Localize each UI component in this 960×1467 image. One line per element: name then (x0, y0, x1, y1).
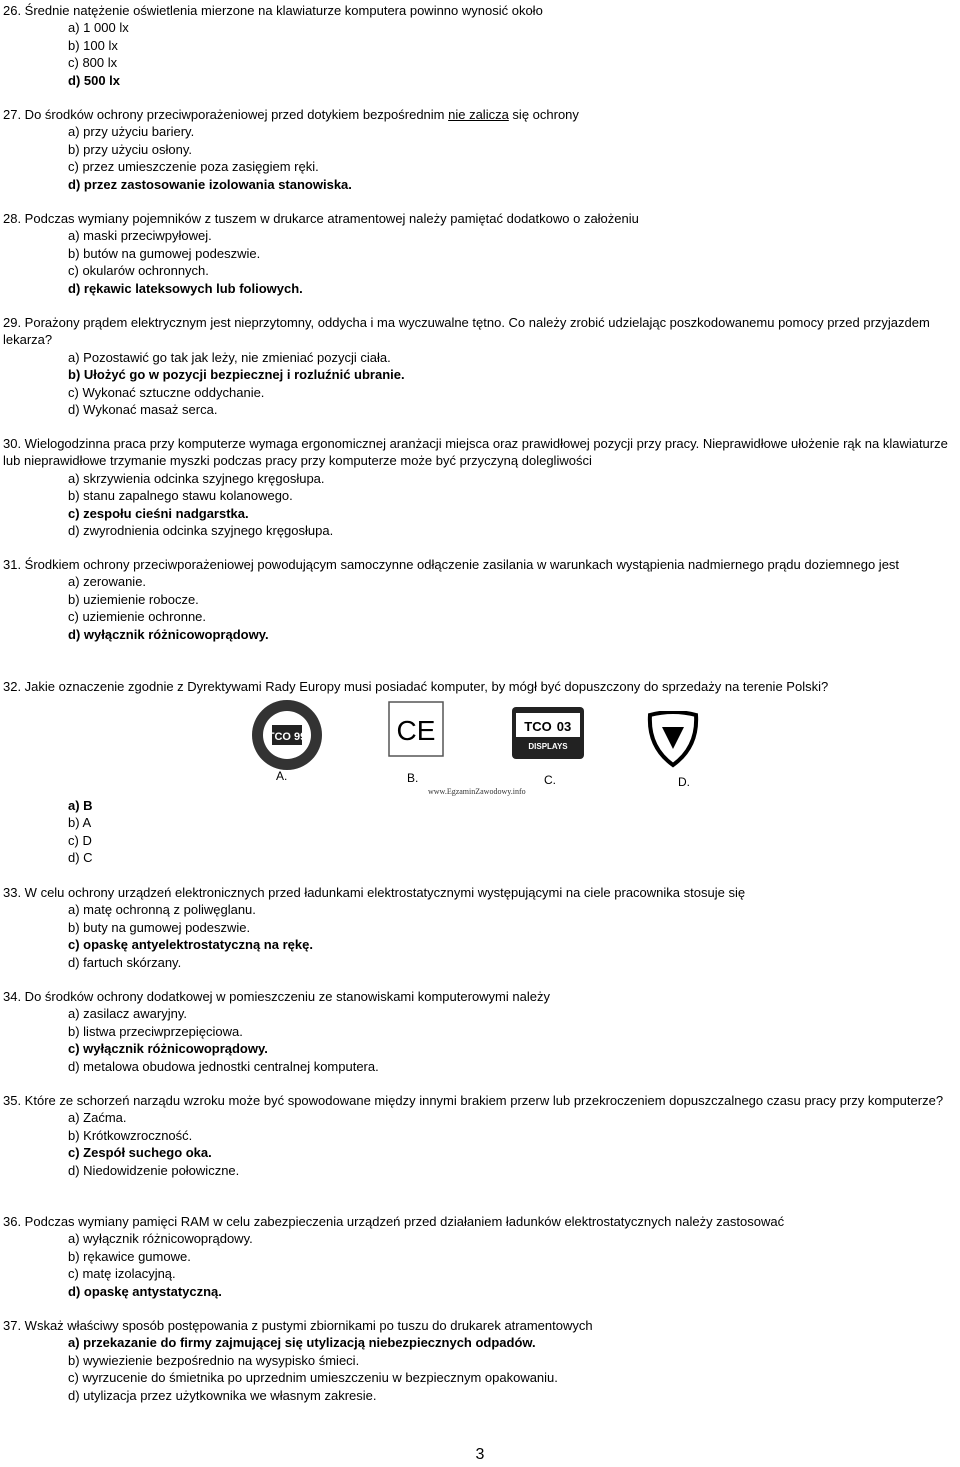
question-37 (3, 1317, 955, 1404)
ce-mark-icon (386, 699, 446, 759)
answer-option-correct: d) 500 lx (68, 72, 121, 88)
question-stem: 28. Podczas wymiany pojemników z tuszem w drukarce atramentowej należy pamiętać dodatkowo o założeniu (3, 211, 639, 226)
answer-option-correct: d) przez zastosowanie izolowania stanowiska. (68, 176, 352, 192)
answer-option: a) zerowanie. (68, 574, 147, 590)
question-33 (3, 884, 955, 971)
answer-option: c) matę izolacyjną. (68, 1266, 176, 1282)
question-31 (3, 556, 955, 643)
question-35 (3, 1092, 955, 1179)
answer-option-correct: d) rękawic lateksowych lub foliowych. (68, 280, 303, 296)
answer-option: a) 1 000 lx (68, 20, 129, 36)
page-number: 3 (475, 1446, 485, 1463)
stem-emphasis: nie zalicza (448, 107, 509, 122)
question-26 (3, 2, 955, 89)
svg-text:TCO 99: TCO 99 (267, 731, 307, 743)
certification-marks-figure (236, 697, 716, 797)
answer-option: c) D (68, 832, 92, 848)
answer-option: d) fartuch skórzany. (68, 954, 182, 970)
answer-option: a) skrzywienia odcinka szyjnego kręgosłupa. (68, 470, 325, 486)
answer-option: b) przy użyciu osłony. (68, 141, 193, 157)
answer-option: a) Zaćma. (68, 1110, 127, 1126)
question-36 (3, 1213, 955, 1300)
question-stem: 33. W celu ochrony urządzeń elektronicznych przed ładunkami elektrostatycznymi występującymi na ciele pracownika stosuje się (3, 885, 746, 900)
question-28 (3, 210, 955, 297)
figure-caption-d: D. (678, 775, 690, 789)
question-stem: 36. Podczas wymiany pamięci RAM w celu zabezpieczenia urządzeń przed działaniem ładunków elektrostatycznych należy zastosować (3, 1214, 785, 1229)
answer-option: b) Krótkowzroczność. (68, 1127, 193, 1143)
svg-text:DISPLAYS: DISPLAYS (528, 742, 568, 751)
answer-option: d) Wykonać masaż serca. (68, 402, 218, 418)
answer-option: a) wyłącznik różnicowoprądowy. (68, 1231, 253, 1247)
answer-option: b) A (68, 815, 92, 831)
question-29 (3, 314, 955, 418)
question-stem: 26. Średnie natężenie oświetlenia mierzone na klawiaturze komputera powinno wynosić około (3, 3, 543, 18)
answer-option-correct: c) Zespół suchego oka. (68, 1145, 212, 1161)
svg-text:CE: CE (396, 715, 436, 746)
answer-option: b) butów na gumowej podeszwie. (68, 245, 261, 261)
question-stem: 37. Wskaż właściwy sposób postępowania z pustymi zbiornikami po tuszu do drukarek atramentowych (3, 1318, 593, 1333)
tco03-displays-logo-icon (510, 705, 586, 761)
answer-option: c) przez umieszczenie poza zasięgiem ręki. (68, 159, 319, 175)
answer-option: a) matę ochronną z poliwęglanu. (68, 902, 256, 918)
svg-text:TCO: TCO (524, 719, 552, 734)
question-stem: 30. Wielogodzinna praca przy komputerze wymaga ergonomicznej aranżacji miejsca oraz prawidłowej pozycji przy pracy. Nieprawidłowe ułożenie rąk na klawiaturze lub nieprawidłowe trzymanie myszki podczas pracy przy komputerze może być przyczyną dolegliwości (3, 436, 948, 469)
answer-option: b) stanu zapalnego stawu kolanowego. (68, 488, 293, 504)
question-stem: 34. Do środków ochrony dodatkowej w pomieszczeniu ze stanowiskami komputerowymi należy (3, 989, 550, 1004)
answer-option: c) wyrzucenie do śmietnika po uprzednim umieszczeniu w bezpiecznym opakowaniu. (68, 1370, 558, 1386)
answer-option: a) maski przeciwpyłowej. (68, 228, 212, 244)
answer-option: a) przy użyciu bariery. (68, 124, 195, 140)
stem-text: 27. Do środków ochrony przeciwporażeniowej przed dotykiem bezpośrednim (3, 107, 449, 122)
answer-option-correct: d) opaskę antystatyczną. (68, 1283, 222, 1299)
figure-caption-c: C. (544, 773, 556, 787)
question-stem: 31. Środkiem ochrony przeciwporażeniowej powodującym samoczynne odłączenie zasilania w warunkach wystąpienia nadmiernego prądu doziemnego jest (3, 557, 900, 572)
answer-option-correct: a) B (68, 798, 93, 813)
question-stem: 29. Porażony prądem elektrycznym jest nieprzytomny, oddycha i ma wyczuwalne tętno. Co należy zrobić udzielając poszkodowanemu pomocy przed przyjazdem lekarza? (3, 315, 930, 348)
answer-option: b) listwa przeciwprzepięciowa. (68, 1023, 243, 1039)
question-32-answers (3, 797, 955, 867)
answer-option: d) utylizacja przez użytkownika we własnym zakresie. (68, 1387, 377, 1403)
answer-option: d) C (68, 850, 93, 866)
answer-option: c) 800 lx (68, 55, 118, 71)
question-32 (3, 678, 955, 695)
answer-option: b) uziemienie robocze. (68, 591, 199, 607)
answer-option-correct: c) wyłącznik różnicowoprądowy. (68, 1041, 268, 1057)
question-stem: 32. Jakie oznaczenie zgodnie z Dyrektywami Rady Europy musi posiadać komputer, by mógł być dopuszczony do sprzedaży na terenie Polski? (3, 679, 829, 694)
tco99-logo-icon (242, 697, 332, 773)
question-34 (3, 988, 955, 1075)
watermark: www.EgzaminZawodowy.info (428, 787, 526, 796)
answer-option: b) wywiezienie bezpośrednio na wysypisko śmieci. (68, 1352, 360, 1368)
answer-option: a) Pozostawić go tak jak leży, nie zmieniać pozycji ciała. (68, 349, 391, 365)
shield-emblem-icon (646, 711, 700, 769)
answer-option: c) uziemienie ochronne. (68, 609, 207, 625)
question-30 (3, 435, 955, 539)
figure-caption-a: A. (276, 769, 288, 783)
answer-option-correct: c) zespołu cieśni nadgarstka. (68, 505, 249, 521)
stem-text: się ochrony (508, 107, 579, 122)
answer-option: b) buty na gumowej podeszwie. (68, 919, 251, 935)
question-stem (3, 106, 955, 123)
answer-option: c) okularów ochronnych. (68, 263, 209, 279)
answer-option: a) zasilacz awaryjny. (68, 1006, 187, 1022)
question-27 (3, 106, 955, 193)
answer-option: b) 100 lx (68, 37, 118, 53)
answer-option-correct: b) Ułożyć go w pozycji bezpiecznej i rozluźnić ubranie. (68, 367, 405, 383)
question-stem: 35. Które ze schorzeń narządu wzroku może być spowodowane między innymi brakiem przerw lub przekroczeniem dopuszczalnego czasu pracy przy komputerze? (3, 1093, 944, 1108)
svg-text:03: 03 (556, 719, 572, 734)
answer-option: d) zwyrodnienia odcinka szyjnego kręgosłupa. (68, 523, 334, 539)
answer-option: d) Niedowidzenie połowiczne. (68, 1162, 240, 1178)
answer-option-correct: c) opaskę antyelektrostatyczną na rękę. (68, 937, 313, 953)
answer-option-correct: d) wyłącznik różnicowoprądowy. (68, 626, 269, 642)
figure-caption-b: B. (407, 771, 419, 785)
answer-option: d) metalowa obudowa jednostki centralnej komputera. (68, 1058, 379, 1074)
answer-option: c) Wykonać sztuczne oddychanie. (68, 384, 265, 400)
answer-option-correct: a) przekazanie do firmy zajmującej się utylizacją niebezpiecznych odpadów. (68, 1335, 536, 1351)
answer-option: b) rękawice gumowe. (68, 1248, 191, 1264)
